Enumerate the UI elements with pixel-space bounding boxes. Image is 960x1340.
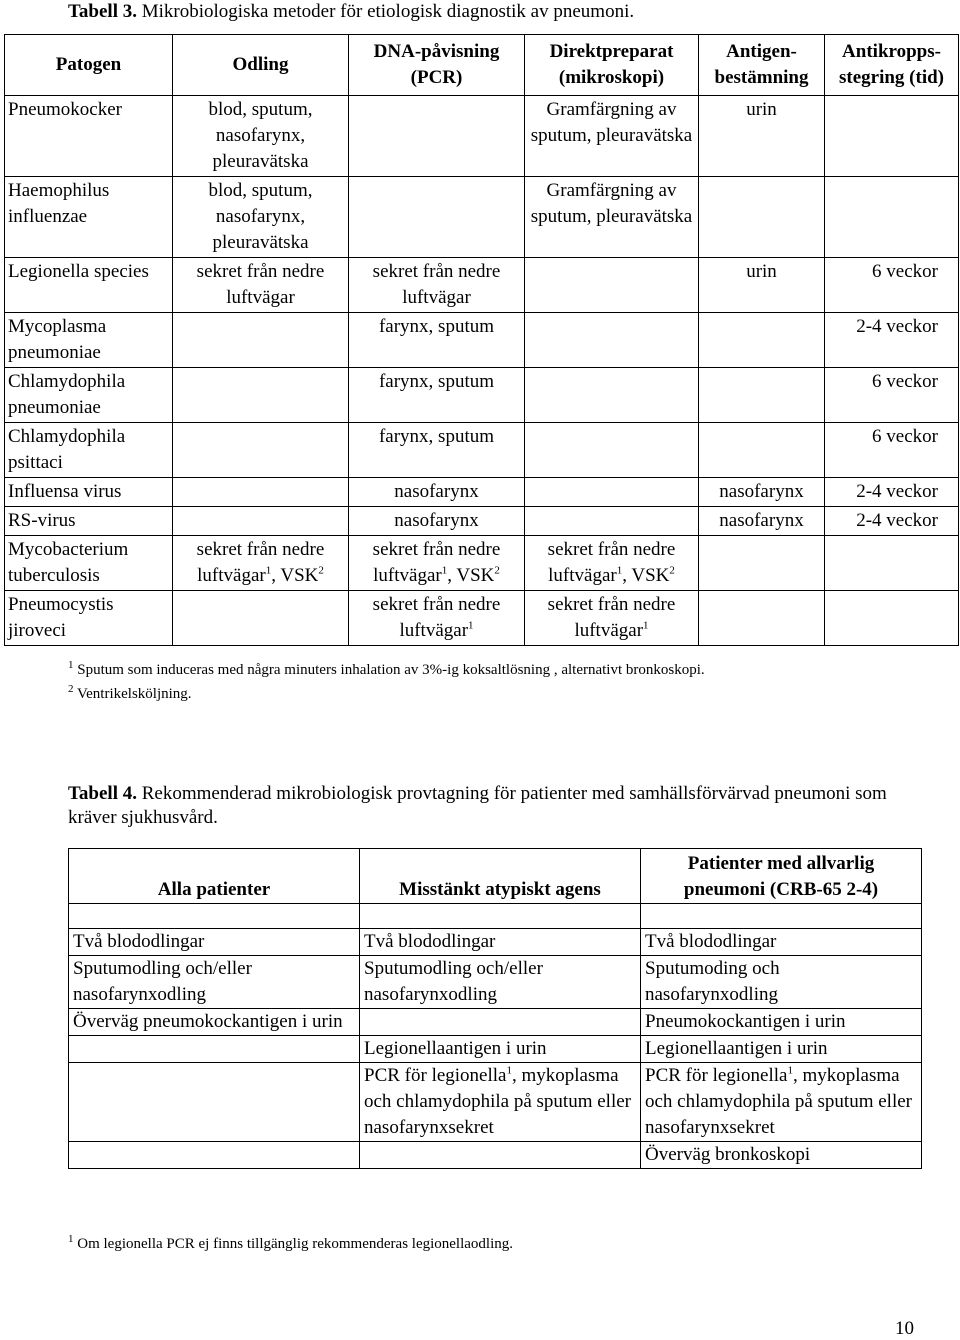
table4-cell: [360, 1009, 641, 1036]
table4-header-cell: Patienter med allvarlig pneumoni (CRB-65 2-4): [641, 849, 922, 904]
table3-cell: [825, 96, 959, 177]
table3-cell: Gramfärgning av sputum, pleuravätska: [525, 96, 699, 177]
table3-cell: blod, sputum, nasofarynx, pleuravätska: [173, 177, 349, 258]
table-row: [5, 591, 959, 646]
cell-text: PCR för legionella: [645, 1065, 788, 1086]
table3-cell: sekret från nedre luftvägar: [349, 258, 525, 313]
table4-header-cell: Alla patienter: [69, 849, 360, 904]
table4-cell: Sputumoding och nasofarynxodling: [641, 956, 922, 1009]
table3-cell: nasofarynx: [699, 507, 825, 536]
table3-header-cell: Direktpreparat (mikroskopi): [525, 35, 699, 96]
table4: [68, 848, 922, 1169]
footnote-ref: 1: [265, 564, 272, 577]
footnote-ref: 1: [643, 619, 649, 632]
pathogen-cell: Pneumokocker: [5, 96, 173, 177]
table3-cell: [349, 536, 525, 591]
table4-cell: [641, 904, 922, 929]
cell-text: sekret från nedre luftvägar: [547, 594, 676, 641]
footnote-marker: 1: [68, 1233, 74, 1245]
table3-header-cell: Patogen: [5, 35, 173, 96]
table3-cell: [173, 423, 349, 478]
pathogen-cell: Chlamydophila psittaci: [5, 423, 173, 478]
table4-cell: [69, 1036, 360, 1063]
table4-header-row: [69, 849, 922, 904]
footnote-marker: 1: [68, 659, 74, 671]
footnote-ref: 1: [468, 619, 474, 632]
table3-header-cell: DNA-påvisning (PCR): [349, 35, 525, 96]
table3-cell: [173, 536, 349, 591]
table3-cell: [525, 368, 699, 423]
table3-caption: [68, 0, 634, 24]
table3-cell: 2-4 veckor: [825, 478, 959, 507]
pathogen-cell: Mycobacterium tuberculosis: [5, 536, 173, 591]
table4-cell: [69, 904, 360, 929]
table-row: [69, 1063, 922, 1142]
table3-cell: [825, 591, 959, 646]
table3-cell: [699, 591, 825, 646]
cell-text-rest: , mykoplasma och chlamydophila på sputum eller nasofarynxsekret: [645, 1065, 912, 1138]
cell-text: sekret från nedre luftvägar: [372, 539, 501, 586]
pathogen-cell: Haemophilus influenzae: [5, 177, 173, 258]
cell-text: sekret från nedre luftvägar: [547, 539, 676, 586]
table3-cell: [349, 177, 525, 258]
table3-footnote-2: [68, 684, 192, 704]
table3-cell: urin: [699, 96, 825, 177]
table3-cell: [699, 536, 825, 591]
table3-cell: blod, sputum, nasofarynx, pleuravätska: [173, 96, 349, 177]
footnote-ref: 1: [787, 1064, 793, 1077]
table3-cell: [173, 591, 349, 646]
table-row: [69, 1009, 922, 1036]
footnote-ref: 1: [506, 1064, 512, 1077]
table3-cell: farynx, sputum: [349, 313, 525, 368]
table3-caption-text: Mikrobiologiska metoder för etiologisk diagnostik av pneumoni.: [137, 1, 635, 22]
cell-text-rest: , mykoplasma och chlamydophila på sputum eller nasofarynxsekret: [364, 1065, 631, 1138]
table4-cell: Pneumokockantigen i urin: [641, 1009, 922, 1036]
table4-cell: Sputumodling och/eller nasofarynxodling: [360, 956, 641, 1009]
table4-cell: Legionellaantigen i urin: [641, 1036, 922, 1063]
table4-cell: Överväg bronkoskopi: [641, 1142, 922, 1169]
table4-cell: [360, 1063, 641, 1142]
table3-cell: [825, 177, 959, 258]
table3-cell: farynx, sputum: [349, 423, 525, 478]
table3-cell: [699, 423, 825, 478]
vsk-text: , VSK: [622, 565, 670, 586]
table-row: [5, 536, 959, 591]
table3-header-cell: Antigen-bestämning: [699, 35, 825, 96]
table4-footnote-1: [68, 1234, 513, 1254]
table3-cell: [349, 591, 525, 646]
table3-cell: nasofarynx: [699, 478, 825, 507]
table-row: [69, 1036, 922, 1063]
table3-footnote-1: [68, 660, 705, 680]
table-row: [5, 177, 959, 258]
table3-cell: farynx, sputum: [349, 368, 525, 423]
table3-cell: nasofarynx: [349, 478, 525, 507]
table4-cell: [360, 904, 641, 929]
table3-cell: sekret från nedre luftvägar: [173, 258, 349, 313]
pathogen-cell: Mycoplasma pneumoniae: [5, 313, 173, 368]
table4-cell: Två blododlingar: [69, 929, 360, 956]
pathogen-cell: Pneumocystis jiroveci: [5, 591, 173, 646]
table4-cell: Överväg pneumokockantigen i urin: [69, 1009, 360, 1036]
table3-cell: [825, 536, 959, 591]
table4-caption-text: Rekommenderad mikrobiologisk provtagning för patienter med samhällsförvärvad pneumoni som kräver sjukhusvård.: [68, 783, 887, 828]
table3-cell: [525, 258, 699, 313]
footnote-marker: 2: [68, 683, 74, 695]
cell-text: sekret från nedre luftvägar: [196, 539, 325, 586]
footnote-ref: 2: [318, 564, 324, 577]
footnote-ref: 2: [669, 564, 675, 577]
footnote-ref: 1: [441, 564, 448, 577]
table3-cell: 2-4 veckor: [825, 313, 959, 368]
table3-cell: [525, 478, 699, 507]
table-row: [5, 507, 959, 536]
table3-cell: [173, 478, 349, 507]
table4-spacer-row: [69, 904, 922, 929]
table3-cell: [525, 507, 699, 536]
page-number: 10: [895, 1318, 914, 1339]
table-row: [69, 1142, 922, 1169]
table3-cell: [349, 96, 525, 177]
table-row: [69, 956, 922, 1009]
table3-cell: [525, 591, 699, 646]
table3-header-cell: Antikropps-stegring (tid): [825, 35, 959, 96]
table3-cell: 2-4 veckor: [825, 507, 959, 536]
table4-caption: [68, 782, 928, 830]
vsk-text: , VSK: [447, 565, 495, 586]
table-row: [5, 96, 959, 177]
table4-cell: [69, 1063, 360, 1142]
table3-cell: [525, 536, 699, 591]
table4-cell: Två blododlingar: [641, 929, 922, 956]
table3-cell: urin: [699, 258, 825, 313]
table-row: [5, 478, 959, 507]
table-row: [5, 258, 959, 313]
footnote-text: Ventrikelsköljning.: [76, 686, 192, 702]
table4-cell: [69, 1142, 360, 1169]
pathogen-cell: RS-virus: [5, 507, 173, 536]
table4-cell: Två blododlingar: [360, 929, 641, 956]
table3-header-cell: Odling: [173, 35, 349, 96]
footnote-text: Om legionella PCR ej finns tillgänglig rekommenderas legionellaodling.: [77, 1236, 514, 1252]
table3-header-row: [5, 35, 959, 96]
table3-cell: [525, 423, 699, 478]
footnote-ref: 2: [494, 564, 500, 577]
table3-caption-label: Tabell 3.: [68, 1, 137, 22]
table-row: [5, 423, 959, 478]
table3-cell: 6 veckor: [825, 368, 959, 423]
cell-text: PCR för legionella: [364, 1065, 507, 1086]
table4-cell: [360, 1142, 641, 1169]
vsk-text: , VSK: [271, 565, 319, 586]
table3-cell: [173, 368, 349, 423]
cell-text: sekret från nedre luftvägar: [372, 594, 501, 641]
table4-cell: Sputumodling och/eller nasofarynxodling: [69, 956, 360, 1009]
pathogen-cell: Influensa virus: [5, 478, 173, 507]
table3-cell: [699, 313, 825, 368]
table3-cell: [699, 368, 825, 423]
table3-cell: [699, 177, 825, 258]
pathogen-cell: Chlamydophila pneumoniae: [5, 368, 173, 423]
table4-cell: [641, 1063, 922, 1142]
table3-cell: [173, 507, 349, 536]
table3-cell: [173, 313, 349, 368]
footnote-text: Sputum som induceras med några minuters inhalation av 3%-ig koksaltlösning , alternativt bronkoskopi.: [77, 662, 705, 678]
pathogen-cell: Legionella species: [5, 258, 173, 313]
table4-caption-label: Tabell 4.: [68, 783, 137, 804]
table-row: [5, 313, 959, 368]
table3-cell: 6 veckor: [825, 258, 959, 313]
table3-cell: Gramfärgning av sputum, pleuravätska: [525, 177, 699, 258]
table-row: [5, 368, 959, 423]
footnote-ref: 1: [616, 564, 623, 577]
table3-cell: 6 veckor: [825, 423, 959, 478]
table3-cell: [525, 313, 699, 368]
table3: [4, 34, 959, 646]
table-row: [69, 929, 922, 956]
table4-cell: Legionellaantigen i urin: [360, 1036, 641, 1063]
table4-header-cell: Misstänkt atypiskt agens: [360, 849, 641, 904]
table3-cell: nasofarynx: [349, 507, 525, 536]
